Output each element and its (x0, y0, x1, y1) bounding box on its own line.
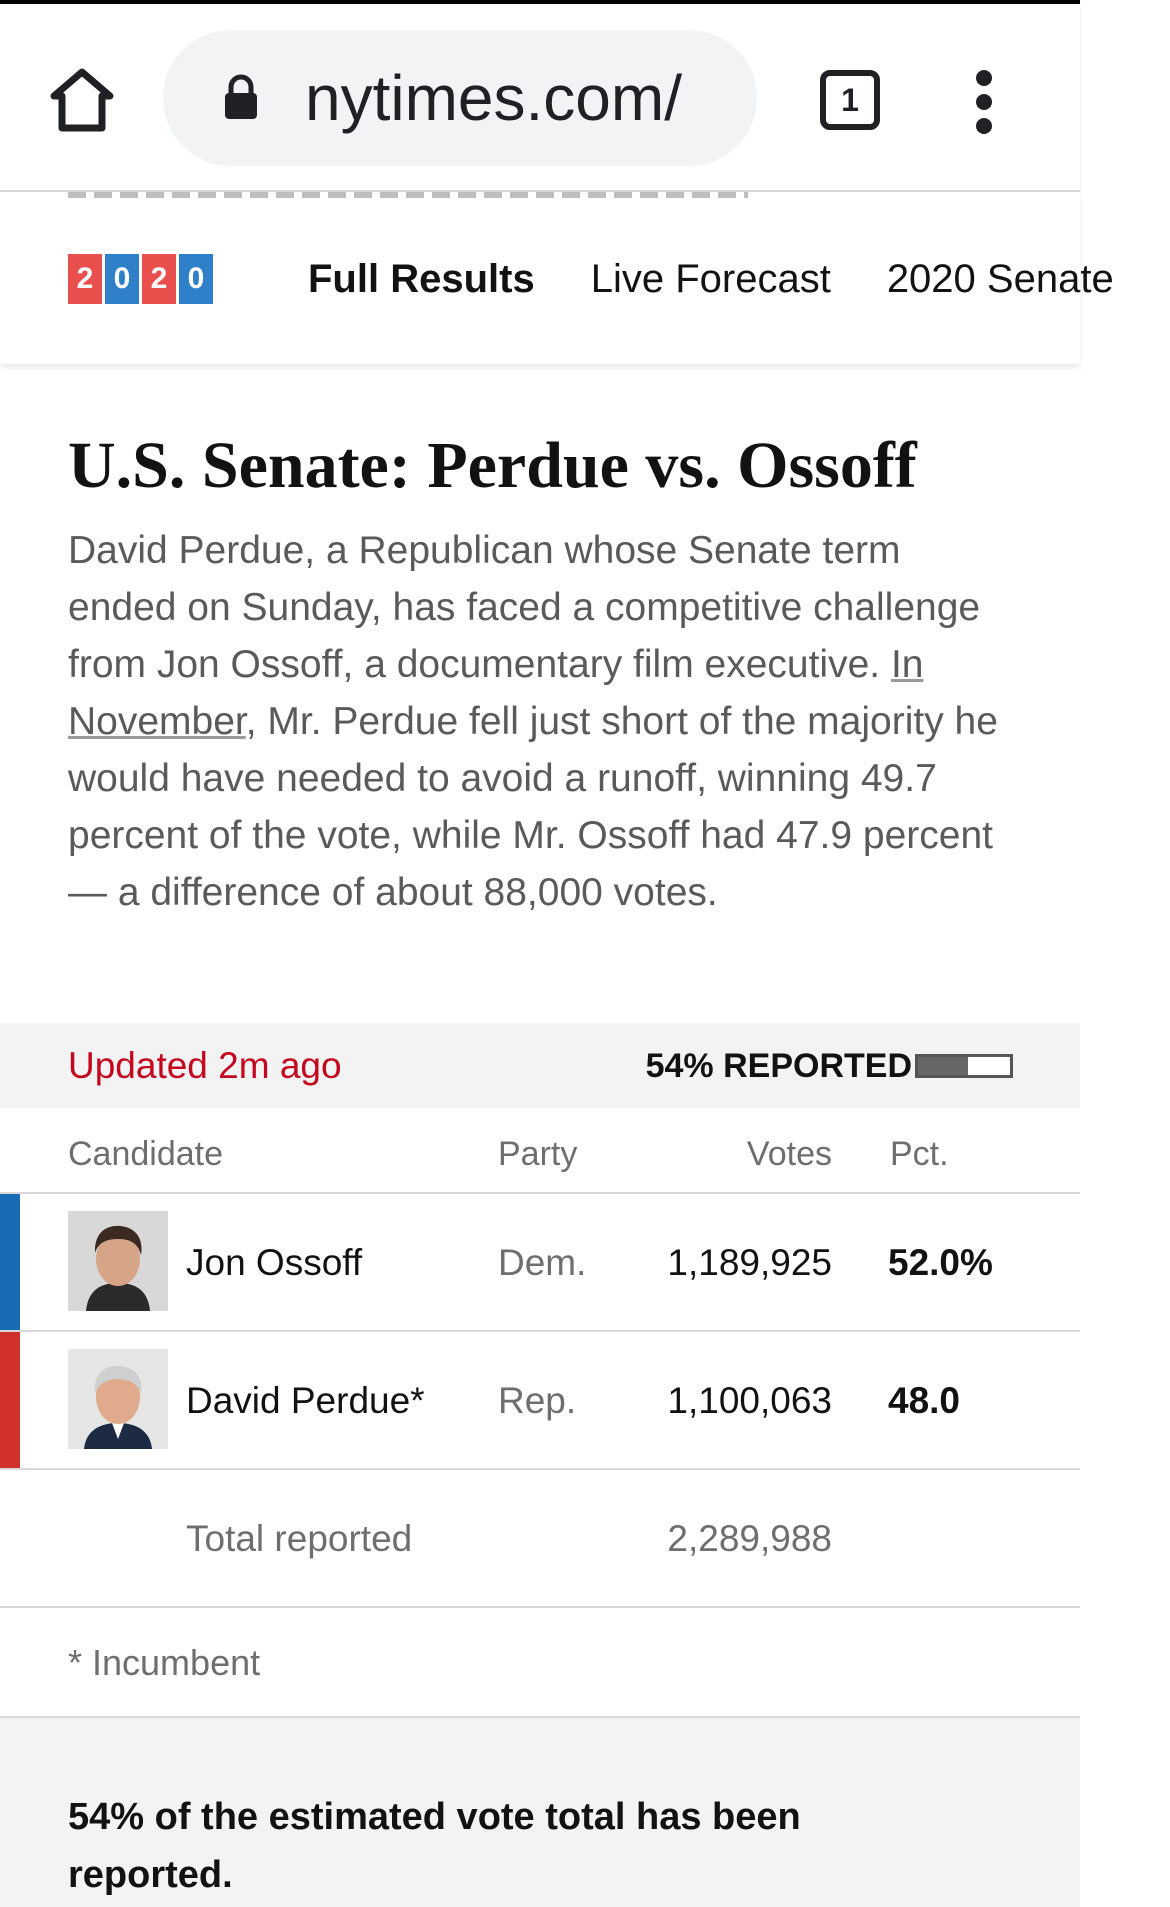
party-color-bar (0, 1332, 20, 1468)
nav-2020-senate[interactable]: 2020 Senate (886, 257, 1114, 301)
election-nav-links (308, 254, 1170, 304)
updated-timestamp: Updated 2m ago (68, 1045, 342, 1086)
clipped-text-line (68, 192, 748, 198)
lock-icon (223, 74, 259, 120)
table-row (0, 1332, 1080, 1470)
candidate-votes: 1,100,063 (667, 1380, 832, 1421)
estimate-note: 54% of the estimated vote total has been reported. (0, 1718, 1080, 1907)
reported-progress-bar (915, 1054, 1013, 1078)
candidate-party: Rep. (498, 1380, 577, 1421)
url-text: nytimes.com/ (305, 62, 682, 134)
tabs-icon[interactable]: 1 (820, 70, 880, 130)
article-description: David Perdue, a Republican whose Senate term ended on Sunday, has faced a competitive challenge from Jon Ossoff, a documentary film executive. In November, Mr. Perdue fell just short of the majority he would have needed to avoid a runoff, winning 49.7 percent of the vote, while Mr. Ossoff had 47.9 percent — a difference of about 88,000 votes. (68, 529, 998, 914)
header-pct: Pct. (890, 1135, 949, 1173)
in-november-link[interactable]: In November (68, 643, 924, 743)
election-2020-logo[interactable]: 2 0 2 0 (68, 254, 216, 304)
page-title: U.S. Senate: Perdue vs. Ossoff (68, 429, 917, 502)
header-candidate: Candidate (68, 1135, 224, 1173)
candidate-pct: 48.0 (888, 1380, 961, 1421)
browser-toolbar (0, 4, 1080, 192)
election-nav (0, 192, 1114, 364)
results-table-header (0, 1108, 1080, 1194)
total-row (0, 1470, 1080, 1608)
total-label: Total reported (186, 1518, 413, 1559)
header-votes: Votes (746, 1135, 832, 1173)
home-icon[interactable] (46, 64, 118, 136)
candidate-pct: 52.0% (888, 1242, 993, 1283)
nav-live-forecast[interactable]: Live Forecast (590, 257, 831, 301)
candidate-name: David Perdue* (186, 1380, 425, 1421)
results-status-bar (0, 1023, 1080, 1108)
avatar (68, 1211, 168, 1311)
avatar (68, 1349, 168, 1449)
nav-full-results[interactable]: Full Results (308, 257, 535, 301)
total-votes: 2,289,988 (667, 1518, 832, 1559)
party-color-bar (0, 1194, 20, 1330)
incumbent-footnote: * Incumbent (0, 1608, 1080, 1718)
more-vert-icon[interactable] (972, 70, 996, 134)
table-row (0, 1194, 1080, 1332)
reported-percent: 54% REPORTED (645, 1047, 912, 1085)
candidate-party: Dem. (498, 1242, 587, 1283)
header-party: Party (498, 1135, 578, 1173)
candidate-votes: 1,189,925 (667, 1242, 832, 1283)
address-bar[interactable] (163, 30, 757, 166)
candidate-name: Jon Ossoff (186, 1242, 363, 1283)
